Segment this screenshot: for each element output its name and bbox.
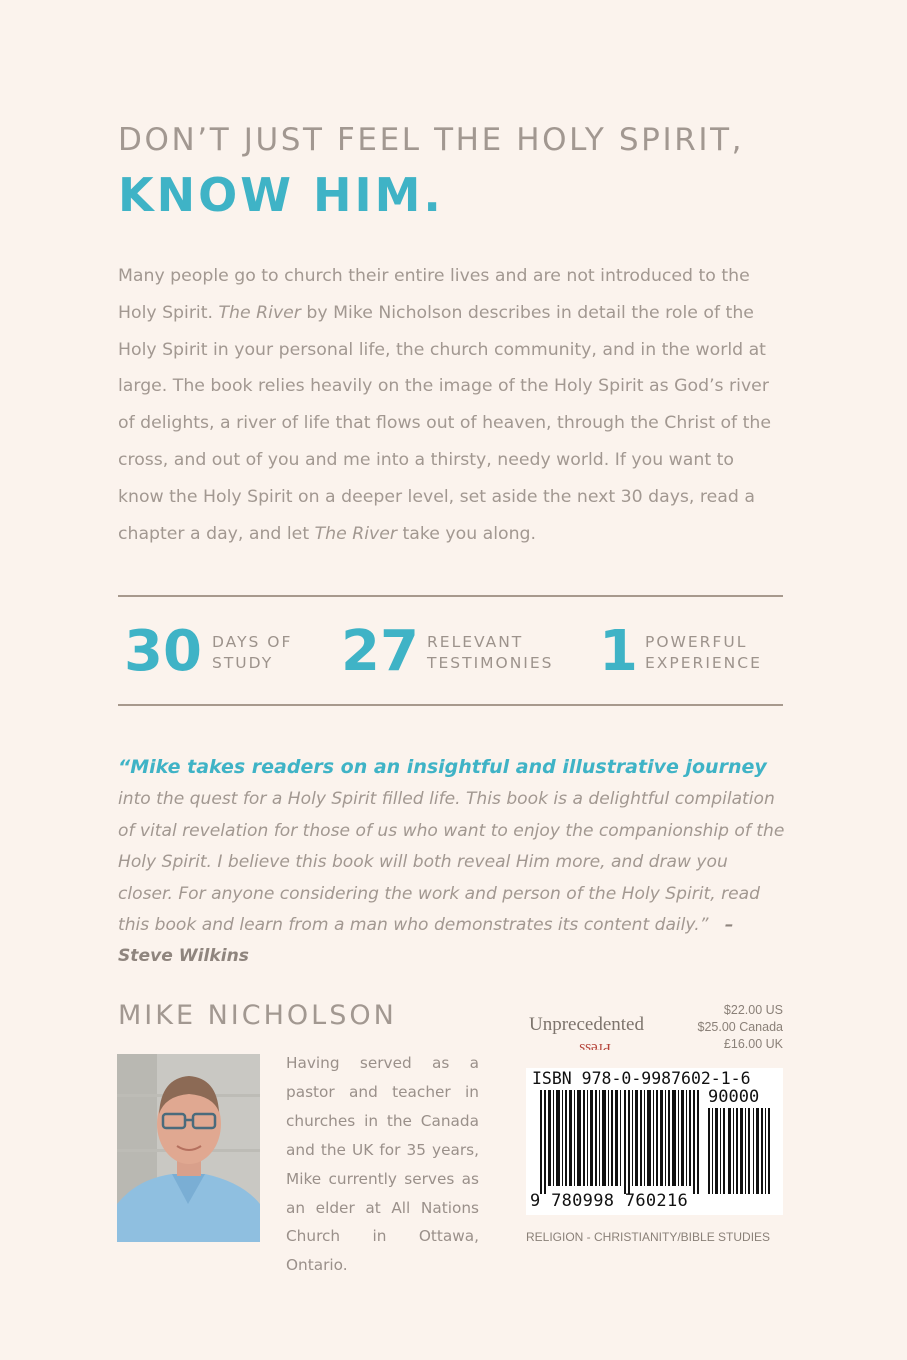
stats-bottom-divider <box>118 704 783 706</box>
stat-label-testimonies <box>427 632 554 674</box>
blurb-text-3: take you along. <box>397 523 537 544</box>
stat-number-experience: 1 <box>599 619 638 684</box>
price-canada: $25.00 Canada <box>697 1020 783 1034</box>
book-title-ref-1: The River <box>218 302 301 323</box>
stat-label-experience-line2: EXPERIENCE <box>645 654 762 672</box>
stats-top-divider <box>118 595 783 597</box>
stat-label-testimonies-line2: TESTIMONIES <box>427 654 554 672</box>
endorsement-quote <box>118 752 786 973</box>
stat-label-experience-line1: POWERFUL <box>645 633 748 651</box>
headline-line-2: KNOW HIM. <box>118 168 444 222</box>
quote-attribution: –Steve Wilkins <box>118 915 734 967</box>
barcode-addon-digits: 90000 <box>708 1087 760 1107</box>
stat-number-testimonies: 27 <box>341 619 419 684</box>
blurb-text-1: Many people go to church their entire lives and are not introduced to the Holy Spirit. <box>118 266 750 323</box>
price-uk: £16.00 UK <box>723 1037 783 1051</box>
stat-number-days: 30 <box>124 619 202 684</box>
barcode-digits: 9 780998 760216 <box>530 1191 689 1211</box>
author-photo <box>117 1054 260 1242</box>
stat-label-experience <box>645 632 762 674</box>
isbn-number: ISBN 978-0-9987602-1-6 <box>532 1069 751 1088</box>
book-title-ref-2: The River <box>314 523 398 544</box>
stat-label-testimonies-line1: RELEVANT <box>427 633 524 651</box>
headline-line-1: DON’T JUST FEEL THE HOLY SPIRIT, <box>118 122 745 158</box>
svg-text:Press: Press <box>579 1040 611 1050</box>
quote-lead: “Mike takes readers on an insightful and illustrative journey <box>118 756 767 778</box>
author-name: MIKE NICHOLSON <box>118 1000 397 1031</box>
book-category: RELIGION - CHRISTIANITY/BIBLE STUDIES <box>526 1230 771 1244</box>
author-bio: Having served as a pastor and teacher in churches in the Canada and the UK for 35 years, Mike currently serves as an elder at All Nations Church in Ottawa, Ontario. <box>286 1054 479 1275</box>
stat-label-days-line1: DAYS OF <box>212 633 293 651</box>
stat-label-days <box>212 632 292 674</box>
isbn-barcode <box>526 1068 783 1215</box>
price-list <box>640 1002 783 1053</box>
blurb-text-2: by Mike Nicholson describes in detail the role of the Holy Spirit in your personal life, the church community, and in the world at large. The book relies heavily on the image of the Holy Spirit as God’s river of delights, a river of life that flows out of heaven, through the Christ of the cross, and out of you and me into a thirsty, needy world. If you want to know the Holy Spirit on a deeper level, set aside the next 30 days, read a chapter a day, and let <box>118 302 771 544</box>
stat-label-days-line2: STUDY <box>212 654 274 672</box>
price-us: $22.00 US <box>723 1003 783 1017</box>
svg-text:Unprecedented: Unprecedented <box>529 1014 644 1035</box>
book-description <box>118 258 784 552</box>
quote-body: into the quest for a Holy Spirit filled life. This book is a delightful compilation of vital revelation for those of us who want to enjoy the companionship of the Holy Spirit. I believe this book will both reveal Him more, and draw you closer. For anyone considering the work and person of the Holy Spirit, read this book and learn from a man who demonstrates its content daily.” <box>118 789 785 936</box>
